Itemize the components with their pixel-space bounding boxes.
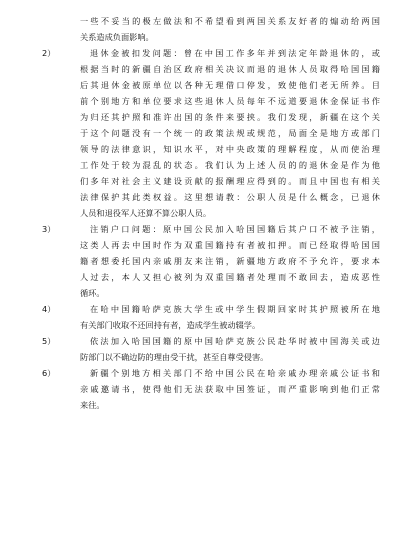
text-line: 工作处于较为混乱的状态。我们认为上述人员的的退休金是作为他 [80, 160, 380, 170]
paragraph-number: 3） [42, 224, 56, 234]
text-line: 籍者想委托国内亲戚朋友来注销，新疆地方政府不予允许，要求本 [80, 256, 380, 266]
text-line: 有关部门收取不还回持有者，造成学生被动辍学。 [80, 320, 261, 330]
text-line: 依法加入哈国国籍的原中国哈萨克族公民赴华时被中国海关或边 [90, 336, 380, 346]
text-line: 后其退休金被原单位以各种无理借口停发，致使他们老无所养。目 [80, 80, 380, 90]
text-line: 来往。 [80, 400, 105, 410]
text-line: 们多年对社会主义建设贡献的报酬理应得到的。而且中国也有相关 [80, 176, 380, 186]
text-line: 于这个问题没有一个统一的政策法规或规范，局面全是地方或部门 [80, 128, 380, 138]
text-line: 关系造成负面影响。 [80, 32, 154, 42]
text-line: 注销户口问题：原中国公民加入哈国国籍后其户口不被予注销， [90, 224, 380, 234]
text-line: 在哈中国籍哈萨克族大学生或中学生假期回家时其护照被所在地 [90, 304, 380, 314]
text-line: 退休金被扣发问题：曾在中国工作多年并到法定年龄退休的，或 [90, 48, 380, 58]
text-line: 人过去，本人又担心被列为双重国籍者处理而不敢回去，造成恶性 [80, 272, 380, 282]
text-line: 前个别地方和单位要求这些退休人员每年不远道要退休金保证书作 [80, 96, 380, 106]
text-line: 这类人再去中国时作为双重国籍持有者被扣押。而已经取得哈国国 [80, 240, 380, 250]
text-line: 为归还其护照和准许出国的条件来要挟。我们发现，新疆在这个关 [80, 112, 380, 122]
text-line: 根据当时的新疆自治区政府相关决议而退的退休人员取得哈国国籍 [80, 64, 380, 74]
paragraph-number: 2） [42, 48, 56, 58]
paragraph-number: 4） [42, 304, 56, 314]
text-line: 人员和退役军人还算不算公职人员。 [80, 208, 212, 218]
text-line: 新疆个别地方相关部门不给中国公民在哈亲戚办理亲戚公证书和 [90, 368, 380, 378]
paragraph-number: 6） [42, 368, 56, 378]
text-line: 亲戚邀请书，使得他们无法获取中国签证，而严重影响到他们正常 [80, 384, 380, 394]
text-line: 循环。 [80, 288, 105, 298]
paragraph-number: 5） [42, 336, 56, 346]
text-line: 防部门以不确边防的理由受干扰，甚至自尊受侵害。 [80, 352, 269, 362]
text-line: 领导的法律意识，知识水平，对中央政策的理解程度，从而使治理 [80, 144, 380, 154]
text-line: 一些不妥当的极左做法和不希望看到两国关系友好者的煽动给两国 [80, 16, 380, 26]
text-line: 法律保护其此类权益。这里想请教：公职人员是什么概念，已退休 [80, 192, 380, 202]
